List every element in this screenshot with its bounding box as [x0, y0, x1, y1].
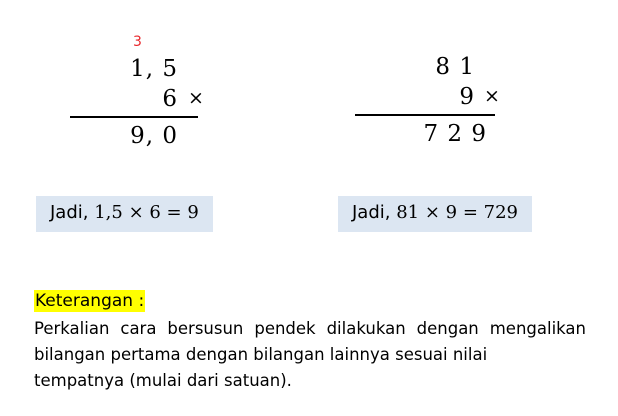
- conclusion-expression: 81 × 9 = 729: [396, 202, 518, 223]
- product: 9, 0: [130, 123, 178, 149]
- note-line-2: bilangan pertama dengan bilangan lainnya sesuai nilai: [34, 345, 488, 364]
- example-whole-number-multiplication: [355, 52, 500, 149]
- conclusion-label: Jadi,: [50, 202, 89, 223]
- note-body: [34, 316, 586, 394]
- multiplication-operator-icon: ×: [188, 87, 204, 109]
- carry-row: [70, 34, 198, 54]
- calculation-rule: [355, 114, 495, 116]
- note-heading: Keterangan :: [35, 291, 145, 311]
- carry-digit: 3: [133, 34, 142, 50]
- calculation-rule: [70, 116, 198, 118]
- multiplication-operator-icon: ×: [484, 85, 500, 107]
- vertical-calculation: [355, 52, 500, 149]
- keterangan-note: [34, 290, 586, 394]
- multiplicand: 8 1: [435, 54, 475, 80]
- note-heading-wrapper: [34, 290, 586, 312]
- conclusion-label: Jadi,: [352, 202, 391, 223]
- vertical-calculation: [70, 54, 204, 151]
- multiplier: 9: [459, 84, 475, 110]
- multiplier-row: [355, 82, 500, 112]
- note-line-3: tempatnya (mulai dari satuan).: [34, 371, 292, 390]
- product: 7 2 9: [423, 121, 487, 147]
- multiplier: 6: [162, 86, 178, 112]
- multiplier-row: [70, 84, 204, 114]
- example-decimal-multiplication: [70, 34, 204, 151]
- multiplicand: 1, 5: [130, 56, 178, 82]
- conclusion-box-right: [338, 196, 532, 232]
- conclusion-box-left: [36, 196, 213, 232]
- conclusion-expression: 1,5 × 6 = 9: [94, 202, 199, 223]
- note-line-1: Perkalian cara bersusun pendek dilakukan dengan mengalikan: [34, 319, 586, 338]
